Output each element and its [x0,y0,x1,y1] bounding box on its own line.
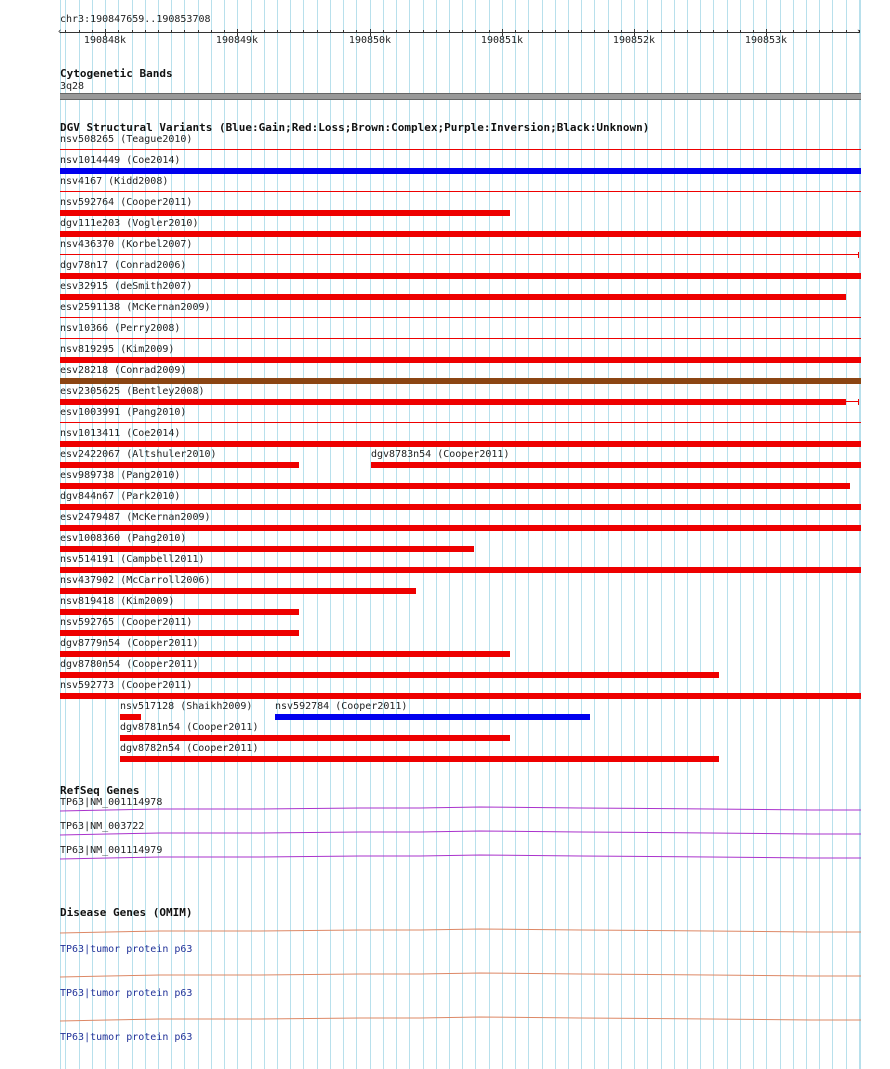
ruler-minor-tick [594,30,595,33]
ruler-minor-tick [251,30,252,33]
gridline [608,0,609,1069]
ruler-minor-tick [132,30,133,33]
variant-label[interactable]: esv1003991 (Pang2010) [60,407,187,418]
ruler-minor-tick [303,30,304,33]
gridline [449,0,450,1069]
gridline [370,0,371,1069]
region-label: chr3:190847659..190853708 [60,14,211,25]
gridline [475,0,476,1069]
gridline [317,0,318,1069]
variant-bar[interactable] [60,441,861,447]
variant-bar[interactable] [60,357,861,363]
ruler-tick-label: 190850k [348,35,392,46]
variant-label[interactable]: nsv514191 (Campbell2011) [60,554,205,565]
gridline [542,0,543,1069]
ruler-minor-tick [277,30,278,33]
gridline [846,0,847,1069]
gridline [860,0,861,1069]
gridline [198,0,199,1069]
gridline [436,0,437,1069]
ruler-minor-tick [806,30,807,33]
ruler-minor-tick [317,30,318,33]
variant-bar[interactable] [60,168,861,174]
variant-endcap [846,401,858,402]
ruler-minor-tick [158,30,159,33]
refseq-gene-model[interactable] [60,854,861,862]
ruler-minor-tick [819,30,820,33]
ruler-minor-tick [79,30,80,33]
gridline [594,0,595,1069]
variant-label[interactable]: nsv4167 (Kidd2008) [60,176,169,187]
gridline [647,0,648,1069]
ruler-minor-tick [383,30,384,33]
gridline [211,0,212,1069]
variant-bar[interactable] [60,651,510,657]
variant-label[interactable]: dgv8782n54 (Cooper2011) [120,743,259,754]
variant-bar[interactable] [60,273,861,279]
gridline [489,0,490,1069]
gridline [290,0,291,1069]
ruler-minor-tick [290,30,291,33]
gridline [343,0,344,1069]
variant-label[interactable]: nsv592773 (Cooper2011) [60,680,193,691]
ruler-minor-tick [145,30,146,33]
gridline [780,0,781,1069]
ruler-minor-tick [621,30,622,33]
variant-bar[interactable] [60,630,299,636]
gridline [237,0,238,1069]
gridline [502,0,503,1069]
variant-label[interactable]: nsv819295 (Kim2009) [60,344,175,355]
gridline [819,0,820,1069]
gridline [713,0,714,1069]
gridline [555,0,556,1069]
ruler-minor-tick [224,30,225,33]
variant-bar[interactable] [60,294,846,300]
gridline [634,0,635,1069]
ruler-minor-tick [343,30,344,33]
variant-label[interactable]: esv28218 (Conrad2009) [60,365,187,376]
variant-label[interactable]: nsv517128 (Shaikh2009) [120,701,253,712]
ruler-minor-tick [832,30,833,33]
variant-label[interactable]: nsv592765 (Cooper2011) [60,617,193,628]
variant-bar[interactable] [60,693,861,699]
variant-label[interactable]: dgv8779n54 (Cooper2011) [60,638,199,649]
ruler-minor-tick [211,30,212,33]
variant-endcap-tick [858,399,859,405]
ruler-minor-tick [713,30,714,33]
variant-label[interactable]: dgv8783n54 (Cooper2011) [371,449,510,460]
ruler-minor-tick [793,30,794,33]
ruler-minor-tick [528,30,529,33]
variant-label[interactable]: nsv10366 (Perry2008) [60,323,181,334]
ruler-tick-label: 190853k [744,35,788,46]
omim-gene-model[interactable] [60,972,861,980]
ruler-minor-tick [184,30,185,33]
gridline [356,0,357,1069]
gridline [423,0,424,1069]
refseq-gene-label[interactable]: TP63|NM_003722 [60,821,145,832]
ruler-minor-tick [462,30,463,33]
gridline [251,0,252,1069]
variant-bar[interactable] [60,191,861,192]
cytoband-bar[interactable] [60,93,861,100]
ruler-minor-tick [515,30,516,33]
variant-bar[interactable] [120,714,141,720]
gridline [753,0,754,1069]
gridline [383,0,384,1069]
gridline [687,0,688,1069]
ruler-minor-tick [555,30,556,33]
ruler-minor-tick [171,30,172,33]
ruler-minor-tick [608,30,609,33]
ruler-minor-tick [727,30,728,33]
ruler-tick-label: 190848k [83,35,127,46]
refseq-gene-label[interactable]: TP63|NM_001114979 [60,845,163,856]
variant-label[interactable]: esv32915 (deSmith2007) [60,281,193,292]
variant-bar[interactable] [60,588,416,594]
ruler-minor-tick [647,30,648,33]
gridline [264,0,265,1069]
variant-label[interactable]: nsv437902 (McCarroll2006) [60,575,211,586]
variant-label[interactable]: nsv592784 (Cooper2011) [275,701,408,712]
gridline [528,0,529,1069]
ruler-tick-label: 190852k [612,35,656,46]
variant-label[interactable]: esv1008360 (Pang2010) [60,533,187,544]
omim-gene-model[interactable] [60,1016,861,1024]
variant-bar[interactable] [60,567,861,573]
variant-label[interactable]: esv2422067 (Altshuler2010) [60,449,217,460]
ruler-left-arrow: ‹ [57,27,63,37]
ruler-minor-tick [409,30,410,33]
ruler-minor-tick [846,30,847,33]
variant-label[interactable]: nsv592764 (Cooper2011) [60,197,193,208]
gridline [806,0,807,1069]
gridline [793,0,794,1069]
variant-label[interactable]: dgv844n67 (Park2010) [60,491,181,502]
variant-endcap-tick [858,252,859,258]
gridline [515,0,516,1069]
gridline [727,0,728,1069]
dgv-track-title: DGV Structural Variants (Blue:Gain;Red:Loss;Brown:Complex;Purple:Inversion;Black:Unknown) [60,121,650,134]
omim-gene-label[interactable]: TP63|tumor protein p63 [60,944,193,955]
variant-label[interactable]: nsv1013411 (Coe2014) [60,428,181,439]
omim-gene-label[interactable]: TP63|tumor protein p63 [60,1032,193,1043]
variant-bar[interactable] [60,483,850,489]
gridline [462,0,463,1069]
variant-bar[interactable] [60,338,861,339]
ruler-minor-tick [700,30,701,33]
ruler-minor-tick [449,30,450,33]
ruler-minor-tick [396,30,397,33]
ruler-minor-tick [65,30,66,33]
variant-bar[interactable] [60,504,861,510]
variant-bar[interactable] [60,210,510,216]
variant-bar[interactable] [60,378,861,384]
variant-label[interactable]: dgv8781n54 (Cooper2011) [120,722,259,733]
omim-gene-model[interactable] [60,928,861,936]
variant-label[interactable]: nsv508265 (Teague2010) [60,134,193,145]
variant-label[interactable]: dgv111e203 (Vogler2010) [60,218,199,229]
gridline [303,0,304,1069]
ruler-minor-tick [568,30,569,33]
gridline [330,0,331,1069]
ruler-right-arrow: › [856,27,862,37]
variant-label[interactable]: nsv436370 (Korbel2007) [60,239,193,250]
omim-track-title: Disease Genes (OMIM) [60,906,193,919]
ruler-minor-tick [356,30,357,33]
variant-label[interactable]: esv2479487 (McKernan2009) [60,512,211,523]
ruler-minor-tick [92,30,93,33]
variant-bar[interactable] [60,672,719,678]
ruler-minor-tick [542,30,543,33]
gridline [581,0,582,1069]
gridline [277,0,278,1069]
ruler-minor-tick [489,30,490,33]
variant-bar[interactable] [120,735,510,741]
omim-gene-label[interactable]: TP63|tumor protein p63 [60,988,193,999]
variant-bar[interactable] [60,422,861,423]
refseq-gene-label[interactable]: TP63|NM_001114978 [60,797,163,808]
variant-label[interactable]: dgv78n17 (Conrad2006) [60,260,187,271]
variant-bar[interactable] [60,317,861,318]
cytoband-label: 3q28 [60,81,85,92]
variant-bar[interactable] [60,462,299,468]
gridline [700,0,701,1069]
gridline [740,0,741,1069]
gridline [568,0,569,1069]
variant-label[interactable]: esv989738 (Pang2010) [60,470,181,481]
refseq-track-title: RefSeq Genes [60,784,140,797]
variant-bar[interactable] [60,254,853,255]
variant-bar[interactable] [60,609,299,615]
gridline [674,0,675,1069]
ruler-minor-tick [780,30,781,33]
variant-bar[interactable] [60,546,474,552]
variant-bar[interactable] [371,462,861,468]
ruler-minor-tick [118,30,119,33]
refseq-gene-model[interactable] [60,806,861,814]
ruler-minor-tick [581,30,582,33]
variant-bar[interactable] [60,149,861,150]
variant-bar[interactable] [120,756,719,762]
variant-label[interactable]: dgv8780n54 (Cooper2011) [60,659,199,670]
variant-bar[interactable] [60,525,861,531]
cytoband-track-title: Cytogenetic Bands [60,67,173,80]
ruler-tick-label: 190849k [215,35,259,46]
gridline [621,0,622,1069]
ruler-minor-tick [753,30,754,33]
variant-label[interactable]: nsv1014449 (Coe2014) [60,155,181,166]
gridline [832,0,833,1069]
gridline [396,0,397,1069]
gridline [224,0,225,1069]
variant-label[interactable]: esv2305625 (Bentley2008) [60,386,205,397]
variant-bar[interactable] [60,231,861,237]
ruler-minor-tick [423,30,424,33]
gridline [766,0,767,1069]
ruler-minor-tick [475,30,476,33]
ruler-minor-tick [661,30,662,33]
refseq-gene-model[interactable] [60,830,861,838]
variant-bar[interactable] [275,714,590,720]
ruler-minor-tick [740,30,741,33]
ruler-minor-tick [264,30,265,33]
ruler-minor-tick [436,30,437,33]
variant-bar[interactable] [60,399,846,405]
ruler-minor-tick [687,30,688,33]
ruler-minor-tick [198,30,199,33]
ruler-tick-label: 190851k [480,35,524,46]
variant-label[interactable]: nsv819418 (Kim2009) [60,596,175,607]
variant-label[interactable]: esv2591138 (McKernan2009) [60,302,211,313]
ruler-minor-tick [330,30,331,33]
ruler-minor-tick [674,30,675,33]
gridline [409,0,410,1069]
gridline [661,0,662,1069]
